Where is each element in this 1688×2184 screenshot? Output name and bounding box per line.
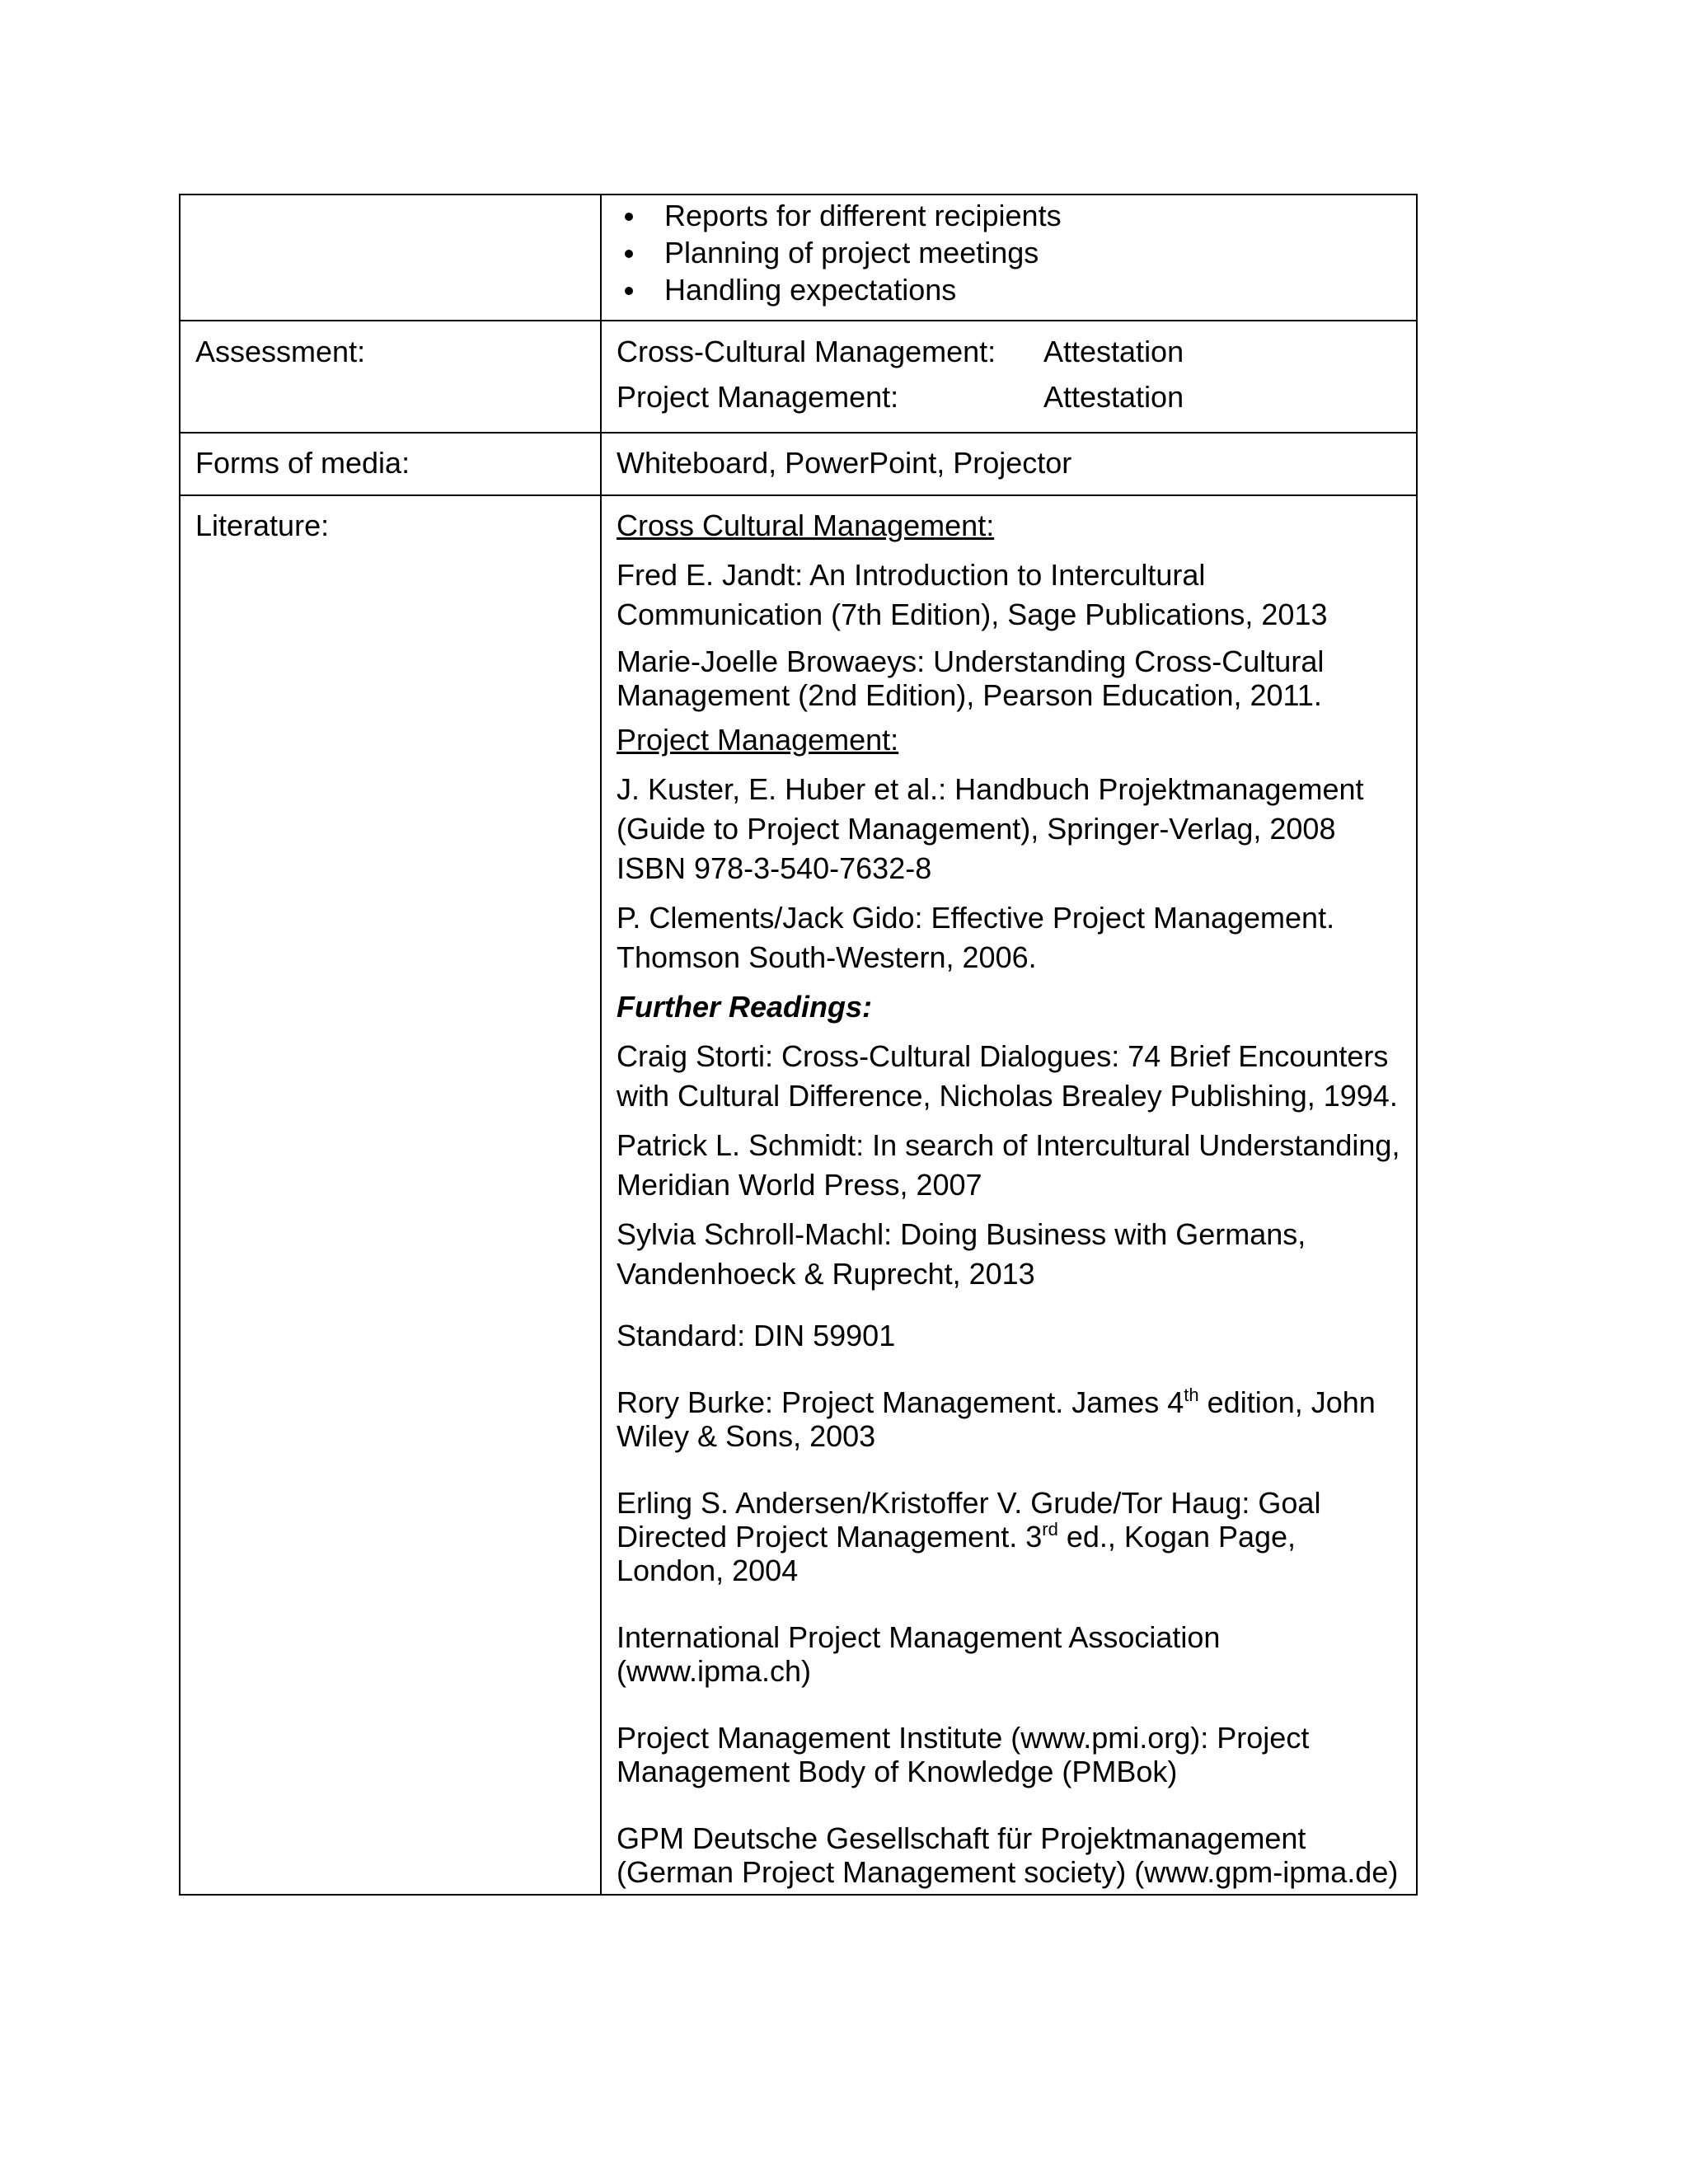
literature-reference: Fred E. Jandt: An Introduction to Intercultural Communication (7th Edition), Sage Publications, 2013 [617,558,1328,631]
literature-reference [617,1385,1401,1453]
module-description-table [179,194,1418,1896]
table-row-forms-of-media [180,433,1417,495]
assessment-type: Attestation [1043,380,1184,414]
literature-heading-further-readings: Further Readings: [617,990,873,1024]
assessment-label: Assessment: [180,321,601,433]
reference-text: edition, John Wiley & Sons, 2003 [617,1385,1376,1453]
assessment-course-name: Project Management: [617,380,899,414]
table-row-assessment [180,321,1417,433]
forms-of-media-value: Whiteboard, PowerPoint, Projector [601,433,1417,495]
label-cell-empty [180,194,601,321]
table-row-content-continued [180,194,1417,321]
literature-reference: P. Clements/Jack Gido: Effective Project Management. Thomson South-Western, 2006. [617,901,1335,974]
literature-reference: Marie-Joelle Browaeys: Understanding Cross-Cultural Management (2nd Edition), Pearson Education, 2011. [617,644,1325,712]
ordinal-superscript: th [1184,1385,1199,1405]
ordinal-superscript: rd [1042,1519,1058,1540]
literature-label: Literature: [180,495,601,1895]
assessment-line [617,332,1401,377]
reference-text: Rory Burke: Project Management. James 4 [617,1385,1184,1419]
list-item: Reports for different recipients [617,197,1401,234]
content-cell-bullets [601,194,1417,321]
table-row-literature [180,495,1417,1895]
literature-reference [617,1486,1401,1587]
literature-reference: Patrick L. Schmidt: In search of Intercultural Understanding, Meridian World Press, 2007 [617,1128,1400,1202]
literature-heading-cross-cultural: Cross Cultural Management: [617,509,995,542]
list-item: Planning of project meetings [617,234,1401,271]
literature-reference: J. Kuster, E. Huber et al.: Handbuch Projektmanagement (Guide to Project Management), Springer-Verlag, 2008 ISBN 978-3-540-7632-8 [617,772,1364,885]
literature-reference: Sylvia Schroll-Machl: Doing Business with Germans, Vandenhoeck & Ruprecht, 2013 [617,1217,1306,1291]
list-item: Handling expectations [617,271,1401,308]
bullet-list [617,197,1401,308]
forms-of-media-label: Forms of media: [180,433,601,495]
assessment-course-name: Cross-Cultural Management: [617,335,996,368]
literature-heading-project-management: Project Management: [617,723,899,757]
literature-reference: International Project Management Association (www.ipma.ch) [617,1620,1221,1688]
assessment-content [601,321,1417,433]
literature-reference: GPM Deutsche Gesellschaft für Projektmanagement (German Project Management society) (www.gpm-ipma.de) [617,1821,1399,1889]
assessment-type: Attestation [1043,335,1184,368]
literature-reference: Project Management Institute (www.pmi.org): Project Management Body of Knowledge (PMBok) [617,1721,1310,1788]
literature-content [601,495,1417,1895]
reference-text: Erling S. Andersen/Kristoffer V. Grude/Tor Haug: Goal Directed Project Management. 3 [617,1486,1321,1554]
reference-text: ed., Kogan Page, London, 2004 [617,1520,1296,1587]
assessment-line [617,377,1401,423]
literature-standard: Standard: DIN 59901 [617,1319,896,1352]
literature-reference: Craig Storti: Cross-Cultural Dialogues: 74 Brief Encounters with Cultural Difference, Nicholas Brealey Publishing, 1994. [617,1039,1398,1113]
